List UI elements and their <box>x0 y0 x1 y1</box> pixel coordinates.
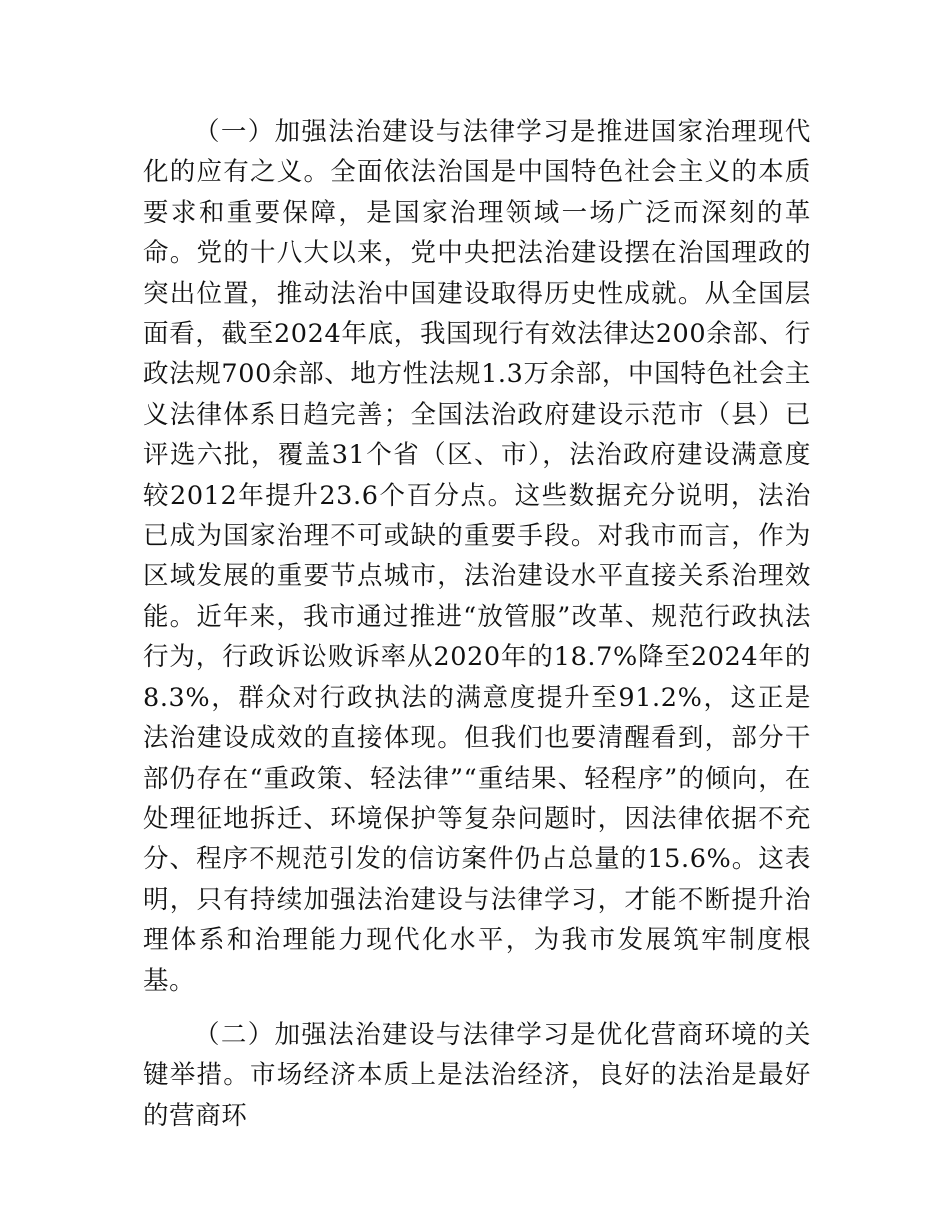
paragraph-1: （一）加强法治建设与法律学习是推进国家治理现代化的应有之义。全面依法治国是中国特色社会主义的本质要求和重要保障，是国家治理领域一场广泛而深刻的革命。党的十八大以来，党中央把法治建设摆在治国理政的突出位置，推动法治中国建设取得历史性成就。从全国层面看，截至2024年底，我国现行有效法律达200余部、行政法规700余部、地方性法规1.3万余部，中国特色社会主义法律体系日趋完善；全国法治政府建设示范市（县）已评选六批，覆盖31个省（区、市），法治政府建设满意度较2012年提升23.6个百分点。这些数据充分说明，法治已成为国家治理不可或缺的重要手段。对我市而言，作为区域发展的重要节点城市，法治建设水平直接关系治理效能。近年来，我市通过推进“放管服”改革、规范行政执法行为，行政诉讼败诉率从2020年的18.7%降至2024年的8.3%，群众对行政执法的满意度提升至91.2%，这正是法治建设成效的直接体现。但我们也要清醒看到，部分干部仍存在“重政策、轻法律”“重结果、轻程序”的倾向，在处理征地拆迁、环境保护等复杂问题时，因法律依据不充分、程序不规范引发的信访案件仍占总量的15.6%。这表明，只有持续加强法治建设与法律学习，才能不断提升治理体系和治理能力现代化水平，为我市发展筑牢制度根基。 <box>143 117 811 996</box>
document-body <box>143 112 811 1136</box>
paragraph-2: （二）加强法治建设与法律学习是优化营商环境的关键举措。市场经济本质上是法治经济，良好的法治是最好的营商环 <box>143 1019 811 1131</box>
